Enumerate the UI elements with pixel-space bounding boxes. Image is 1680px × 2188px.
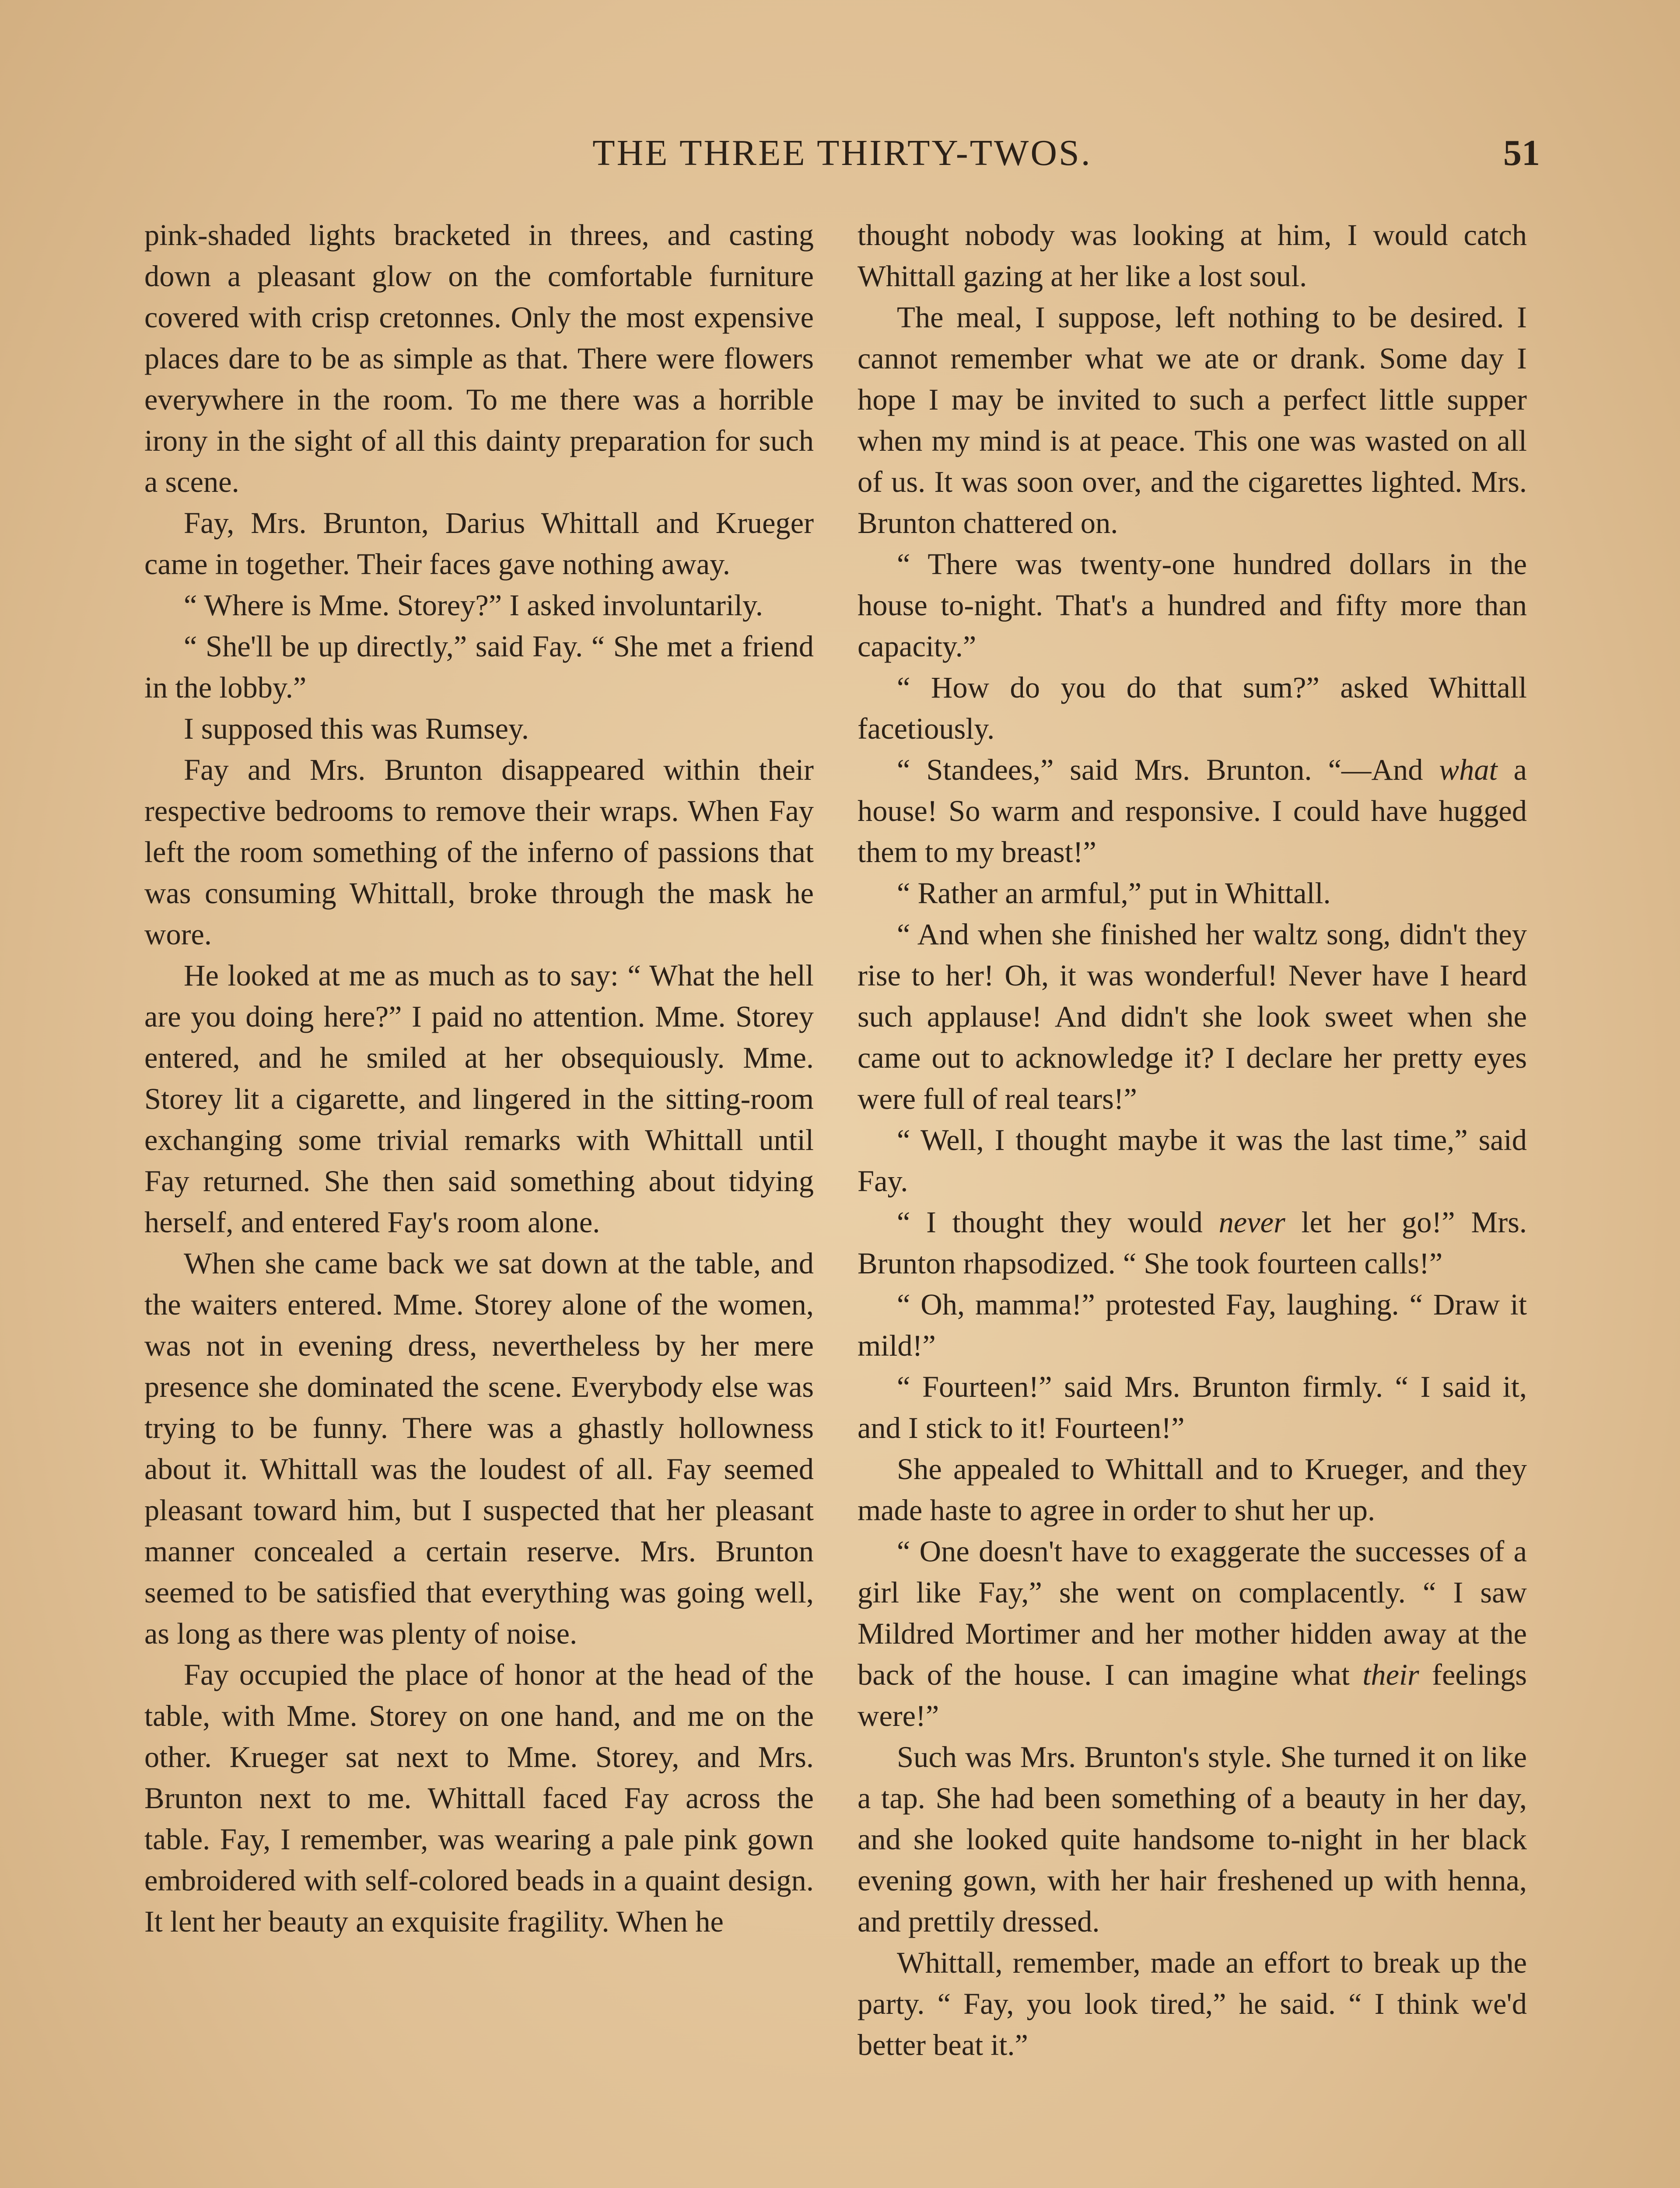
paragraph: Whittall, remember, made an effort to break up the party. “ Fay, you look tired,” he said. “ I think we'd better beat it.” — [858, 1946, 1527, 2062]
paragraph: pink-shaded lights bracketed in threes, and casting down a pleasant glow on the comfortable furniture covered with crisp cretonnes. Only the most expensive places dare to be as simple as that. There were flowers everywhere in the room. To me there was a horrible irony in the sight of all this dainty preparation for such a scene. — [144, 218, 814, 498]
paragraph-text: “ One doesn't have to exaggerate the successes of a girl like Fay,” she went on complacently. “ I saw Mildred Mortimer and her mother hidden away at the back of the house. I can imagine what — [858, 1535, 1527, 1691]
paragraph: “ How do you do that sum?” asked Whittall facetiously. — [858, 671, 1527, 745]
paragraph: The meal, I suppose, left nothing to be desired. I cannot remember what we ate or drank. Some day I hope I may be invited to such a perfect little supper when my mind is at peace. This one was wasted on all of us. It was soon over, and the cigarettes lighted. Mrs. Brunton chattered on. — [858, 301, 1527, 540]
paragraph: “ Oh, mamma!” protested Fay, laughing. “ Draw it mild!” — [858, 1288, 1527, 1362]
paragraph: thought nobody was looking at him, I would catch Whittall gazing at her like a lost soul. — [858, 218, 1527, 293]
paragraph: Fay occupied the place of honor at the head of the table, with Mme. Storey on one hand, and me on the other. Krueger sat next to Mme. Storey, and Mrs. Brunton next to me. Whittall faced Fay across the table. Fay, I remember, was wearing a pale pink gown embroidered with self-colored beads in a quaint design. It lent her beauty an exquisite fragility. When he — [144, 1658, 814, 1938]
emphasized-word: their — [1362, 1658, 1419, 1691]
paragraph: Fay and Mrs. Brunton disappeared within their respective bedrooms to remove their wraps. When Fay left the room something of the inferno of passions that was consuming Whittall, broke through the mask he wore. — [144, 753, 814, 951]
emphasized-word: never — [1218, 1206, 1285, 1239]
paragraph: When she came back we sat down at the table, and the waiters entered. Mme. Storey alone of the women, was not in evening dress, nevertheless by her mere presence she dominated the scene. Everybody else was trying to be funny. There was a ghastly hollowness about it. Whittall was the loudest of all. Fay seemed pleasant toward him, but I suspected that her pleasant manner concealed a certain reserve. Mrs. Brunton seemed to be satisfied that everything was going well, as long as there was plenty of noise. — [144, 1247, 814, 1650]
running-title: THE THREE THIRTY-TWOS. — [592, 133, 1092, 173]
page-number: 51 — [1503, 133, 1540, 173]
paragraph: “ Fourteen!” said Mrs. Brunton firmly. “ I said it, and I stick to it! Fourteen!” — [858, 1370, 1527, 1445]
paragraph: “ She'll be up directly,” said Fay. “ She met a friend in the lobby.” — [144, 630, 814, 704]
paragraph: “ There was twenty-one hundred dollars in the house to-night. That's a hundred and fifty more than capacity.” — [858, 547, 1527, 663]
paragraph: “ Well, I thought maybe it was the last time,” said Fay. — [858, 1123, 1527, 1198]
paragraph — [858, 1202, 1527, 1284]
paragraph: She appealed to Whittall and to Krueger, and they made haste to agree in order to shut her up. — [858, 1452, 1527, 1527]
paragraph — [858, 749, 1527, 873]
paragraph: “ Where is Mme. Storey?” I asked involuntarily. — [184, 589, 763, 622]
left-text-column — [144, 214, 814, 1942]
paragraph: I supposed this was Rumsey. — [184, 712, 529, 745]
page-header — [144, 127, 1540, 179]
paragraph: Fay, Mrs. Brunton, Darius Whittall and Krueger came in together. Their faces gave nothing away. — [144, 506, 814, 581]
paragraph: Such was Mrs. Brunton's style. She turned it on like a tap. She had been something of a beauty in her day, and she looked quite handsome to-night in her black evening gown, with her hair freshened up with henna, and prettily dressed. — [858, 1740, 1527, 1938]
paragraph-text: let her go!” Mrs. Brunton rhapsodized. “ She took fourteen calls!” — [858, 1206, 1527, 1280]
paragraph: “ And when she finished her waltz song, didn't they rise to her! Oh, it was wonderful! Never have I heard such applause! And didn't she look sweet when she came out to acknowledge it? I declare her pretty eyes were full of real tears!” — [858, 918, 1527, 1115]
paragraph: He looked at me as much as to say: “ What the hell are you doing here?” I paid no attention. Mme. Storey entered, and he smiled at her obsequiously. Mme. Storey lit a cigarette, and lingered in the sitting-room exchanging some trivial remarks with Whittall until Fay returned. She then said something about tidying herself, and entered Fay's room alone. — [144, 959, 814, 1239]
emphasized-word: what — [1439, 753, 1498, 786]
paragraph-text: “ Standees,” said Mrs. Brunton. “—And — [897, 753, 1439, 786]
right-text-column — [858, 214, 1527, 2065]
paragraph-text: feelings were!” — [858, 1658, 1527, 1732]
paragraph-text: “ I thought they would — [897, 1206, 1219, 1239]
paragraph: “ Rather an armful,” put in Whittall. — [897, 877, 1331, 910]
paragraph-text: a house! So warm and responsive. I could have hugged them to my breast!” — [858, 753, 1527, 869]
paragraph — [858, 1531, 1527, 1736]
